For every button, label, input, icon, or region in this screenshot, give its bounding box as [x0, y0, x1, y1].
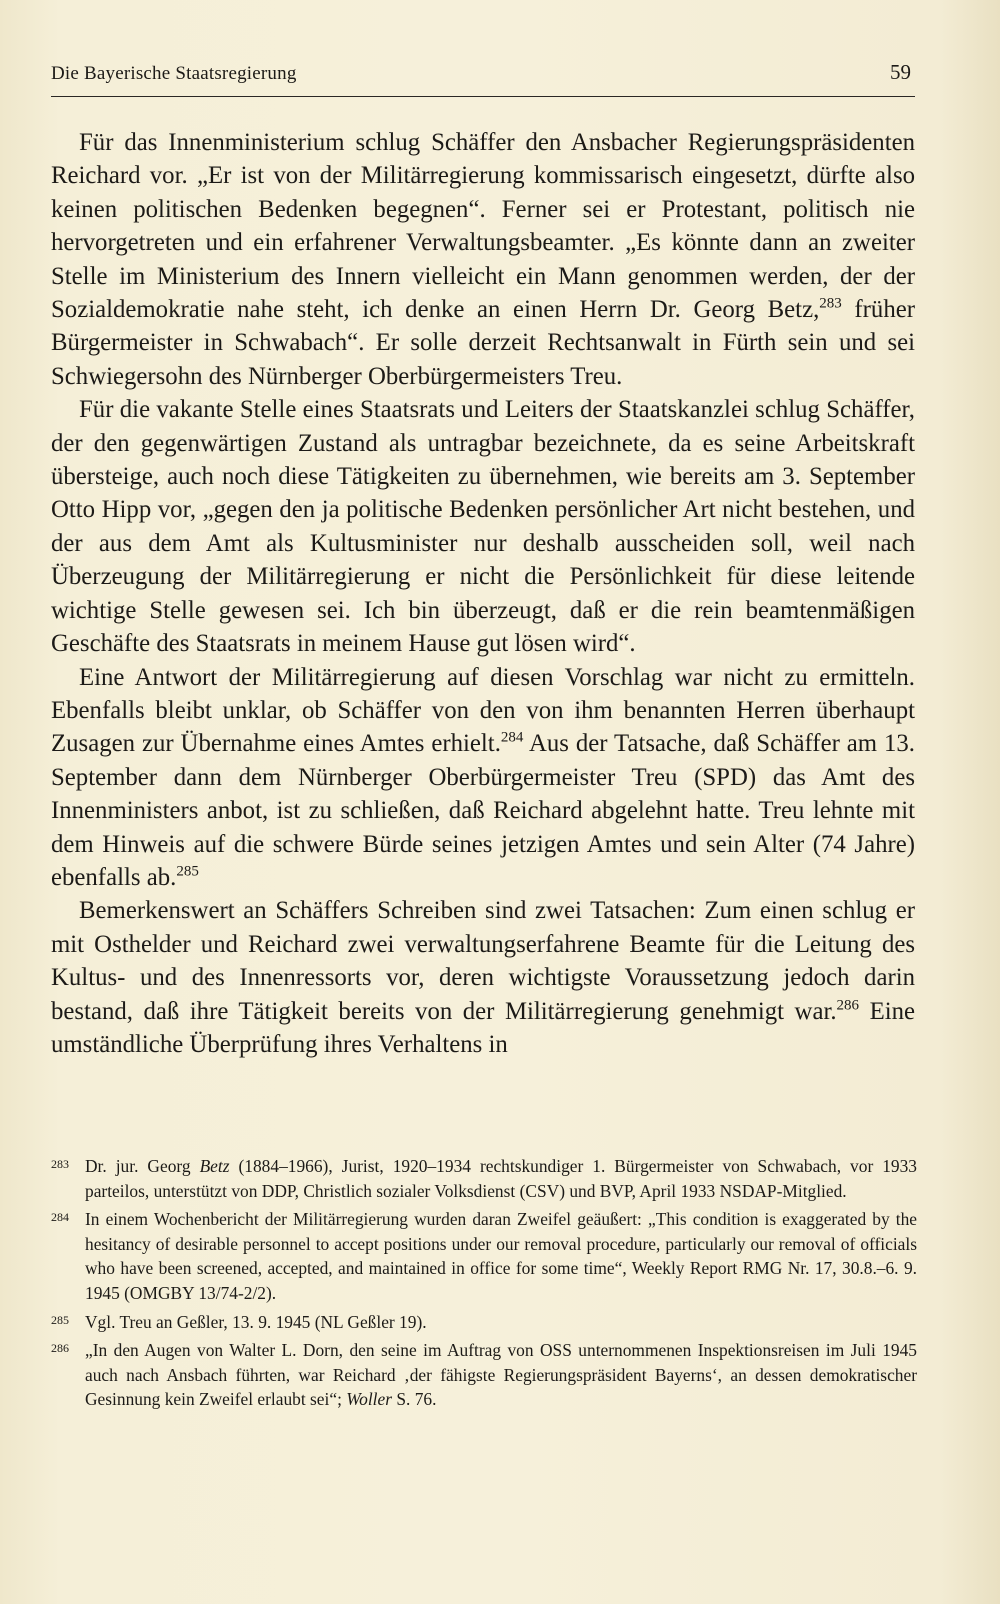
paragraph-2 [51, 393, 915, 660]
footnote-reference: 283 [819, 295, 842, 312]
footnote-segment: (1884–1966), Jurist, 1920–1934 rechtskundiger 1. Bürgermeister von Schwabach, vor 1933 parteilos, unterstützt von DDP, Christlich sozialer Volksdienst (CSV) und BVP, April 1933 NSDAP-Mitglied. [85, 1156, 918, 1201]
footnote-text [85, 1310, 917, 1335]
footnote-number: 285 [51, 1312, 69, 1327]
paragraph-text: Für das Innenministerium schlug Schäffer den Ansbacher Regierungspräsidenten Reichard vor. „Er ist von der Militärregierung kommissarisch eingesetzt, dürfte also keinen politischen Bedenken begegnen“. Ferner sei er Protestant, politisch nie hervorgetreten und ein erfahrener Verwaltungsbeamter. „Es könnte dann an zweiter Stelle im Ministerium des Innern vielleicht ein Mann genommen werden, der der Sozialdemokratie nahe steht, ich denke an einen Herrn Dr. Georg Betz, [51, 129, 915, 324]
paragraph-text: früher Bürgermeister in Schwabach“. Er solle derzeit Rechtsanwalt in Fürth sein und sei Schwiegersohn des Nürnberger Oberbürgermeisters Treu. [51, 296, 915, 390]
footnote-segment: S. 76. [392, 1389, 437, 1410]
footnote-number: 286 [51, 1341, 69, 1356]
footnote-segment: In einem Wochenbericht der Militärregierung wurden daran Zweifel geäußert: „This condition is exaggerated by the hesitancy of desirable personnel to accept positions under our removal procedure, particularly our removal of officials who have been screened, accepted, and maintained in office for some time“, Weekly Report RMG Nr. 17, 30.8.–6. 9. 1945 (OMGBY 13/74-2/2). [85, 1209, 917, 1303]
footnote-number: 284 [51, 1210, 69, 1225]
paragraph-text: Eine Antwort der Militärregierung auf diesen Vorschlag war nicht zu ermitteln. Ebenfalls bleibt unklar, ob Schäffer von den von ihm benannten Herren überhaupt Zusagen zur Übernahme eines Amtes erhielt. [51, 663, 915, 758]
page-header [51, 60, 915, 97]
paragraph-text: Eine umständliche Überprüfung ihres Verhaltens in [51, 997, 916, 1058]
footnote-285 [51, 1310, 917, 1335]
body-text [51, 126, 915, 1061]
paragraph-text: Für die vakante Stelle eines Staatsrats und Leiters der Staatskanzlei schlug Schäffer, der den gegenwärtigen Zustand als untragbar bezeichnete, da es seine Arbeitskraft übersteige, auch noch diese Tätigkeiten zu übernehmen, wie bereits am 3. September Otto Hipp vor, „gegen den ja politische Bedenken persönlicher Art nicht bestehen, und der aus dem Amt als Kultusminister nur deshalb ausscheiden soll, weil nach Überzeugung der Militärregierung er nicht die Persönlichkeit für diese leitende wichtige Stelle gewesen sei. Ich bin überzeugt, daß er die rein beamtenmäßigen Geschäfte des Staatsrats in meinem Hause gut lösen wird“. [51, 396, 915, 658]
footnote-reference: 285 [176, 863, 199, 880]
paragraph-text: Aus der Tatsache, daß Schäffer am 13. September dann dem Nürnberger Oberbürgermeister Treu (SPD) das Amt des Innenministers anbot, ist zu schließen, daß Reichard abgelehnt hatte. Treu lehnte mit dem Hinweis auf die schwere Bürde seines jetzigen Amtes und sein Alter (74 Jahre) ebenfalls ab. [51, 730, 915, 891]
footnotes [51, 1154, 917, 1416]
footnote-reference: 284 [500, 729, 524, 746]
paragraph-1 [51, 126, 915, 393]
footnote-segment: Vgl. Treu an Geßler, 13. 9. 1945 (NL Geßler 19). [85, 1311, 427, 1332]
footnote-reference: 286 [836, 996, 860, 1013]
footnote-text [85, 1154, 917, 1203]
footnote-segment: „In den Augen von Walter L. Dorn, den seine im Auftrag von OSS unternommenen Inspektionsreisen im Juli 1945 auch nach Ansbach führten, war Reichard ‚der fähigste Regierungspräsident Bayerns‘, an dessen demokratischer Gesinnung kein Zweifel erlaubt sei“; [85, 1340, 917, 1410]
footnote-segment: Dr. jur. Georg [85, 1156, 200, 1176]
paragraph-text: Bemerkenswert an Schäffers Schreiben sind zwei Tatsachen: Zum einen schlug er mit Osthelder und Reichard zwei verwaltungserfahrene Beamte für die Leitung des Kultus- und des Innenressorts vor, deren wichtigste Voraussetzung jedoch darin bestand, daß ihre Tätigkeit bereits von der Militärregierung genehmigt war. [51, 897, 915, 1025]
footnote-text [85, 1338, 917, 1412]
paragraph-3 [51, 661, 915, 895]
paragraph-4 [51, 894, 915, 1061]
footnote-286 [51, 1338, 917, 1412]
footnote-number: 283 [51, 1157, 69, 1171]
footnote-283 [51, 1154, 917, 1203]
page-number: 59 [890, 60, 911, 84]
footnote-name-italic: Betz [199, 1156, 230, 1176]
footnote-284 [51, 1207, 917, 1305]
running-title: Die Bayerische Staatsregierung [51, 63, 297, 84]
footnote-text [85, 1207, 917, 1305]
footnote-name-italic: Woller [346, 1389, 393, 1410]
